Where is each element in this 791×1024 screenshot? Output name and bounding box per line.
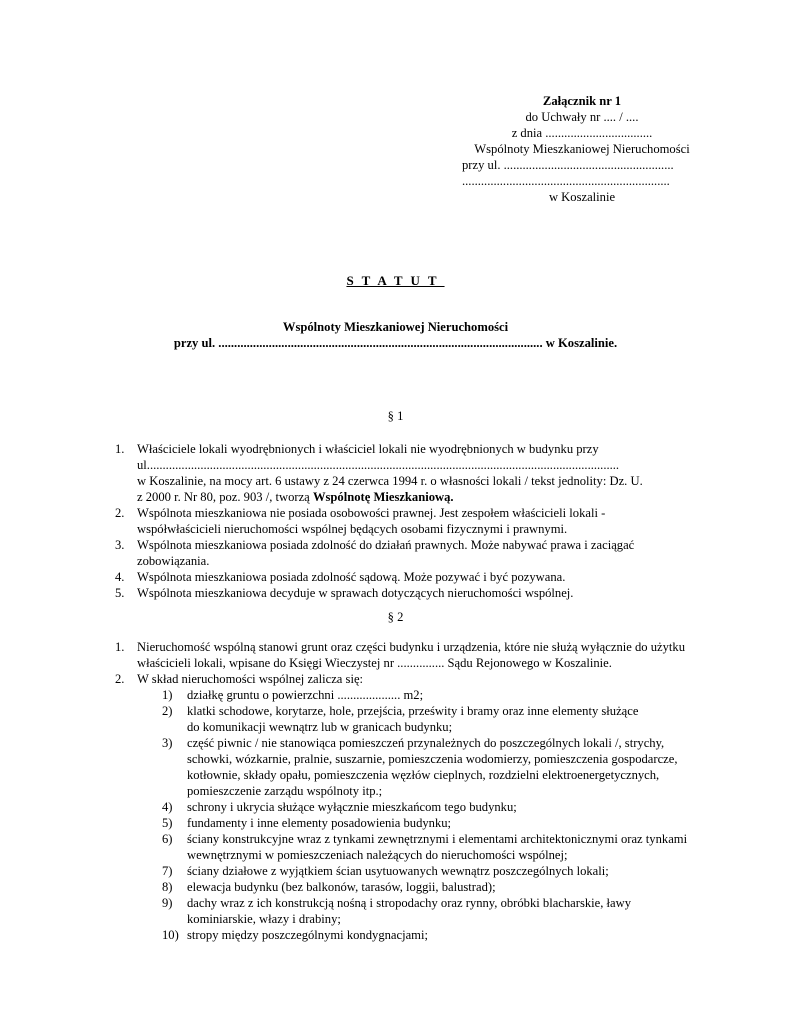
subitem-number: 1) — [162, 688, 173, 702]
attachment-title: Załącznik nr 1 — [542, 94, 622, 108]
item-number: 4. — [115, 570, 125, 584]
list-item — [115, 569, 705, 585]
subitem-line: do komunikacji wewnątrz lub w granicach budynku; — [187, 720, 453, 734]
attachment-line: w Koszalinie — [548, 190, 616, 204]
section-heading: § 2 — [387, 610, 404, 624]
subitem-number: 8) — [162, 880, 173, 894]
list-item — [115, 441, 705, 505]
sublist-item — [162, 895, 705, 927]
item-line: w Koszalinie, na mocy art. 6 ustawy z 24 czerwca 1994 r. o własności lokali / tekst jednolity: Dz. U. — [137, 474, 643, 488]
item-line: ul...................................................................................................................................................... — [137, 458, 620, 472]
sublist — [162, 687, 705, 943]
attachment-line: przy ul. ...................................................... — [462, 158, 674, 172]
list-item — [115, 639, 705, 671]
subitem-line: kotłownie, składy opału, pomieszczenia węzłów cieplnych, rozdzielni elektroenergetycznych, — [187, 768, 660, 782]
subitem-line: pomieszczenie zarządu wspólnoty itp.; — [187, 784, 383, 798]
subtitle-line: przy ul. ....................................................................................................... w Koszalinie. — [173, 336, 618, 350]
subitem-line: część piwnic / nie stanowiąca pomieszczeń przynależnych do poszczególnych lokali /, strychy, — [187, 736, 665, 750]
attachment-line: Wspólnoty Mieszkaniowej Nieruchomości — [474, 142, 690, 156]
community-name: Wspólnotę Mieszkaniową. — [312, 490, 454, 504]
list-item — [115, 671, 705, 943]
item-number: 2. — [115, 672, 125, 686]
subitem-number: 5) — [162, 816, 173, 830]
item-line: współwłaścicieli nieruchomości wspólnej będących osobami fizycznymi i prawnymi. — [137, 522, 568, 536]
attachment-line: z dnia .................................. — [511, 126, 653, 140]
item-line: Wspólnota mieszkaniowa nie posiada osobowości prawnej. Jest zespołem właścicieli lokali - — [137, 506, 606, 520]
sublist-item — [162, 863, 705, 879]
item-line: Właściciele lokali wyodrębnionych i właściciel lokali nie wyodrębnionych w budynku przy — [137, 442, 599, 456]
item-line: Nieruchomość wspólną stanowi grunt oraz części budynku i urządzenia, które nie służą wyłącznie do użytku — [137, 640, 685, 654]
subitem-line: schowki, wózkarnie, pralnie, suszarnie, pomieszczenia wodomierzy, pomieszczenia gospodarcze, — [187, 752, 678, 766]
item-line: Wspólnota mieszkaniowa posiada zdolność do działań prawnych. Może nabywać prawa i zaciągać — [137, 538, 635, 552]
subitem-number: 4) — [162, 800, 173, 814]
subitem-line: elewacja budynku (bez balkonów, tarasów, loggii, balustrad); — [187, 880, 496, 894]
attachment-line: do Uchwały nr .... / .... — [525, 110, 639, 124]
item-number: 1. — [115, 442, 125, 456]
item-number: 5. — [115, 586, 125, 600]
subitem-line: dachy wraz z ich konstrukcją nośną i stropodachy oraz rynny, obróbki blacharskie, ławy — [187, 896, 632, 910]
subitem-line: schrony i ukrycia służące wyłącznie mieszkańcom tego budynku; — [187, 800, 517, 814]
subitem-number: 6) — [162, 832, 173, 846]
subitem-line: stropy między poszczególnymi kondygnacjami; — [187, 928, 428, 942]
subitem-line: klatki schodowe, korytarze, hole, przejścia, prześwity i bramy oraz inne elementy służące — [187, 704, 639, 718]
document-title: STATUT — [346, 273, 445, 288]
sublist-item — [162, 815, 705, 831]
sublist-item — [162, 687, 705, 703]
sublist-item — [162, 703, 705, 735]
item-number: 3. — [115, 538, 125, 552]
subitem-line: fundamenty i inne elementy posadowienia budynku; — [187, 816, 452, 830]
item-line-text: z 2000 r. Nr 80, poz. 903 /, tworzą — [137, 490, 313, 504]
sublist-item — [162, 831, 705, 863]
subitem-number: 9) — [162, 896, 173, 910]
subitem-number: 3) — [162, 736, 173, 750]
subitem-line: ściany konstrukcyjne wraz z tynkami zewnętrznymi i elementami architektonicznymi oraz tynkami — [187, 832, 688, 846]
document-subtitle — [0, 319, 791, 351]
subtitle-line: Wspólnoty Mieszkaniowej Nieruchomości — [282, 320, 509, 334]
sublist-item — [162, 879, 705, 895]
sublist-item — [162, 927, 705, 943]
subitem-number: 10) — [162, 928, 179, 942]
item-line: zobowiązania. — [137, 554, 210, 568]
sublist-item — [162, 799, 705, 815]
item-line: Wspólnota mieszkaniowa posiada zdolność sądową. Może pozywać i być pozywana. — [137, 570, 566, 584]
item-number: 2. — [115, 506, 125, 520]
subitem-line: wewnętrznymi w pomieszczeniach należących do nieruchomości wspólnej; — [187, 848, 568, 862]
item-line: W skład nieruchomości wspólnej zalicza się: — [137, 672, 364, 686]
list-item — [115, 537, 705, 569]
section1-list — [115, 441, 705, 601]
section2-list — [115, 639, 705, 943]
section-heading: § 1 — [387, 409, 404, 423]
item-number: 1. — [115, 640, 125, 654]
attachment-header — [462, 93, 702, 205]
subitem-number: 2) — [162, 704, 173, 718]
subitem-line: działkę gruntu o powierzchni .................... m2; — [187, 688, 424, 702]
list-item — [115, 505, 705, 537]
item-line: Wspólnota mieszkaniowa decyduje w sprawach dotyczących nieruchomości wspólnej. — [137, 586, 574, 600]
sublist-item — [162, 735, 705, 799]
list-item — [115, 585, 705, 601]
attachment-line: .................................................................. — [462, 174, 670, 188]
subitem-line: ściany działowe z wyjątkiem ścian usytuowanych wewnątrz poszczególnych lokali; — [187, 864, 609, 878]
item-line — [137, 489, 705, 505]
subitem-line: kominiarskie, włazy i drabiny; — [187, 912, 341, 926]
item-line: właścicieli lokali, wpisane do Księgi Wieczystej nr ............... Sądu Rejonowego w Koszalinie. — [137, 656, 612, 670]
subitem-number: 7) — [162, 864, 173, 878]
